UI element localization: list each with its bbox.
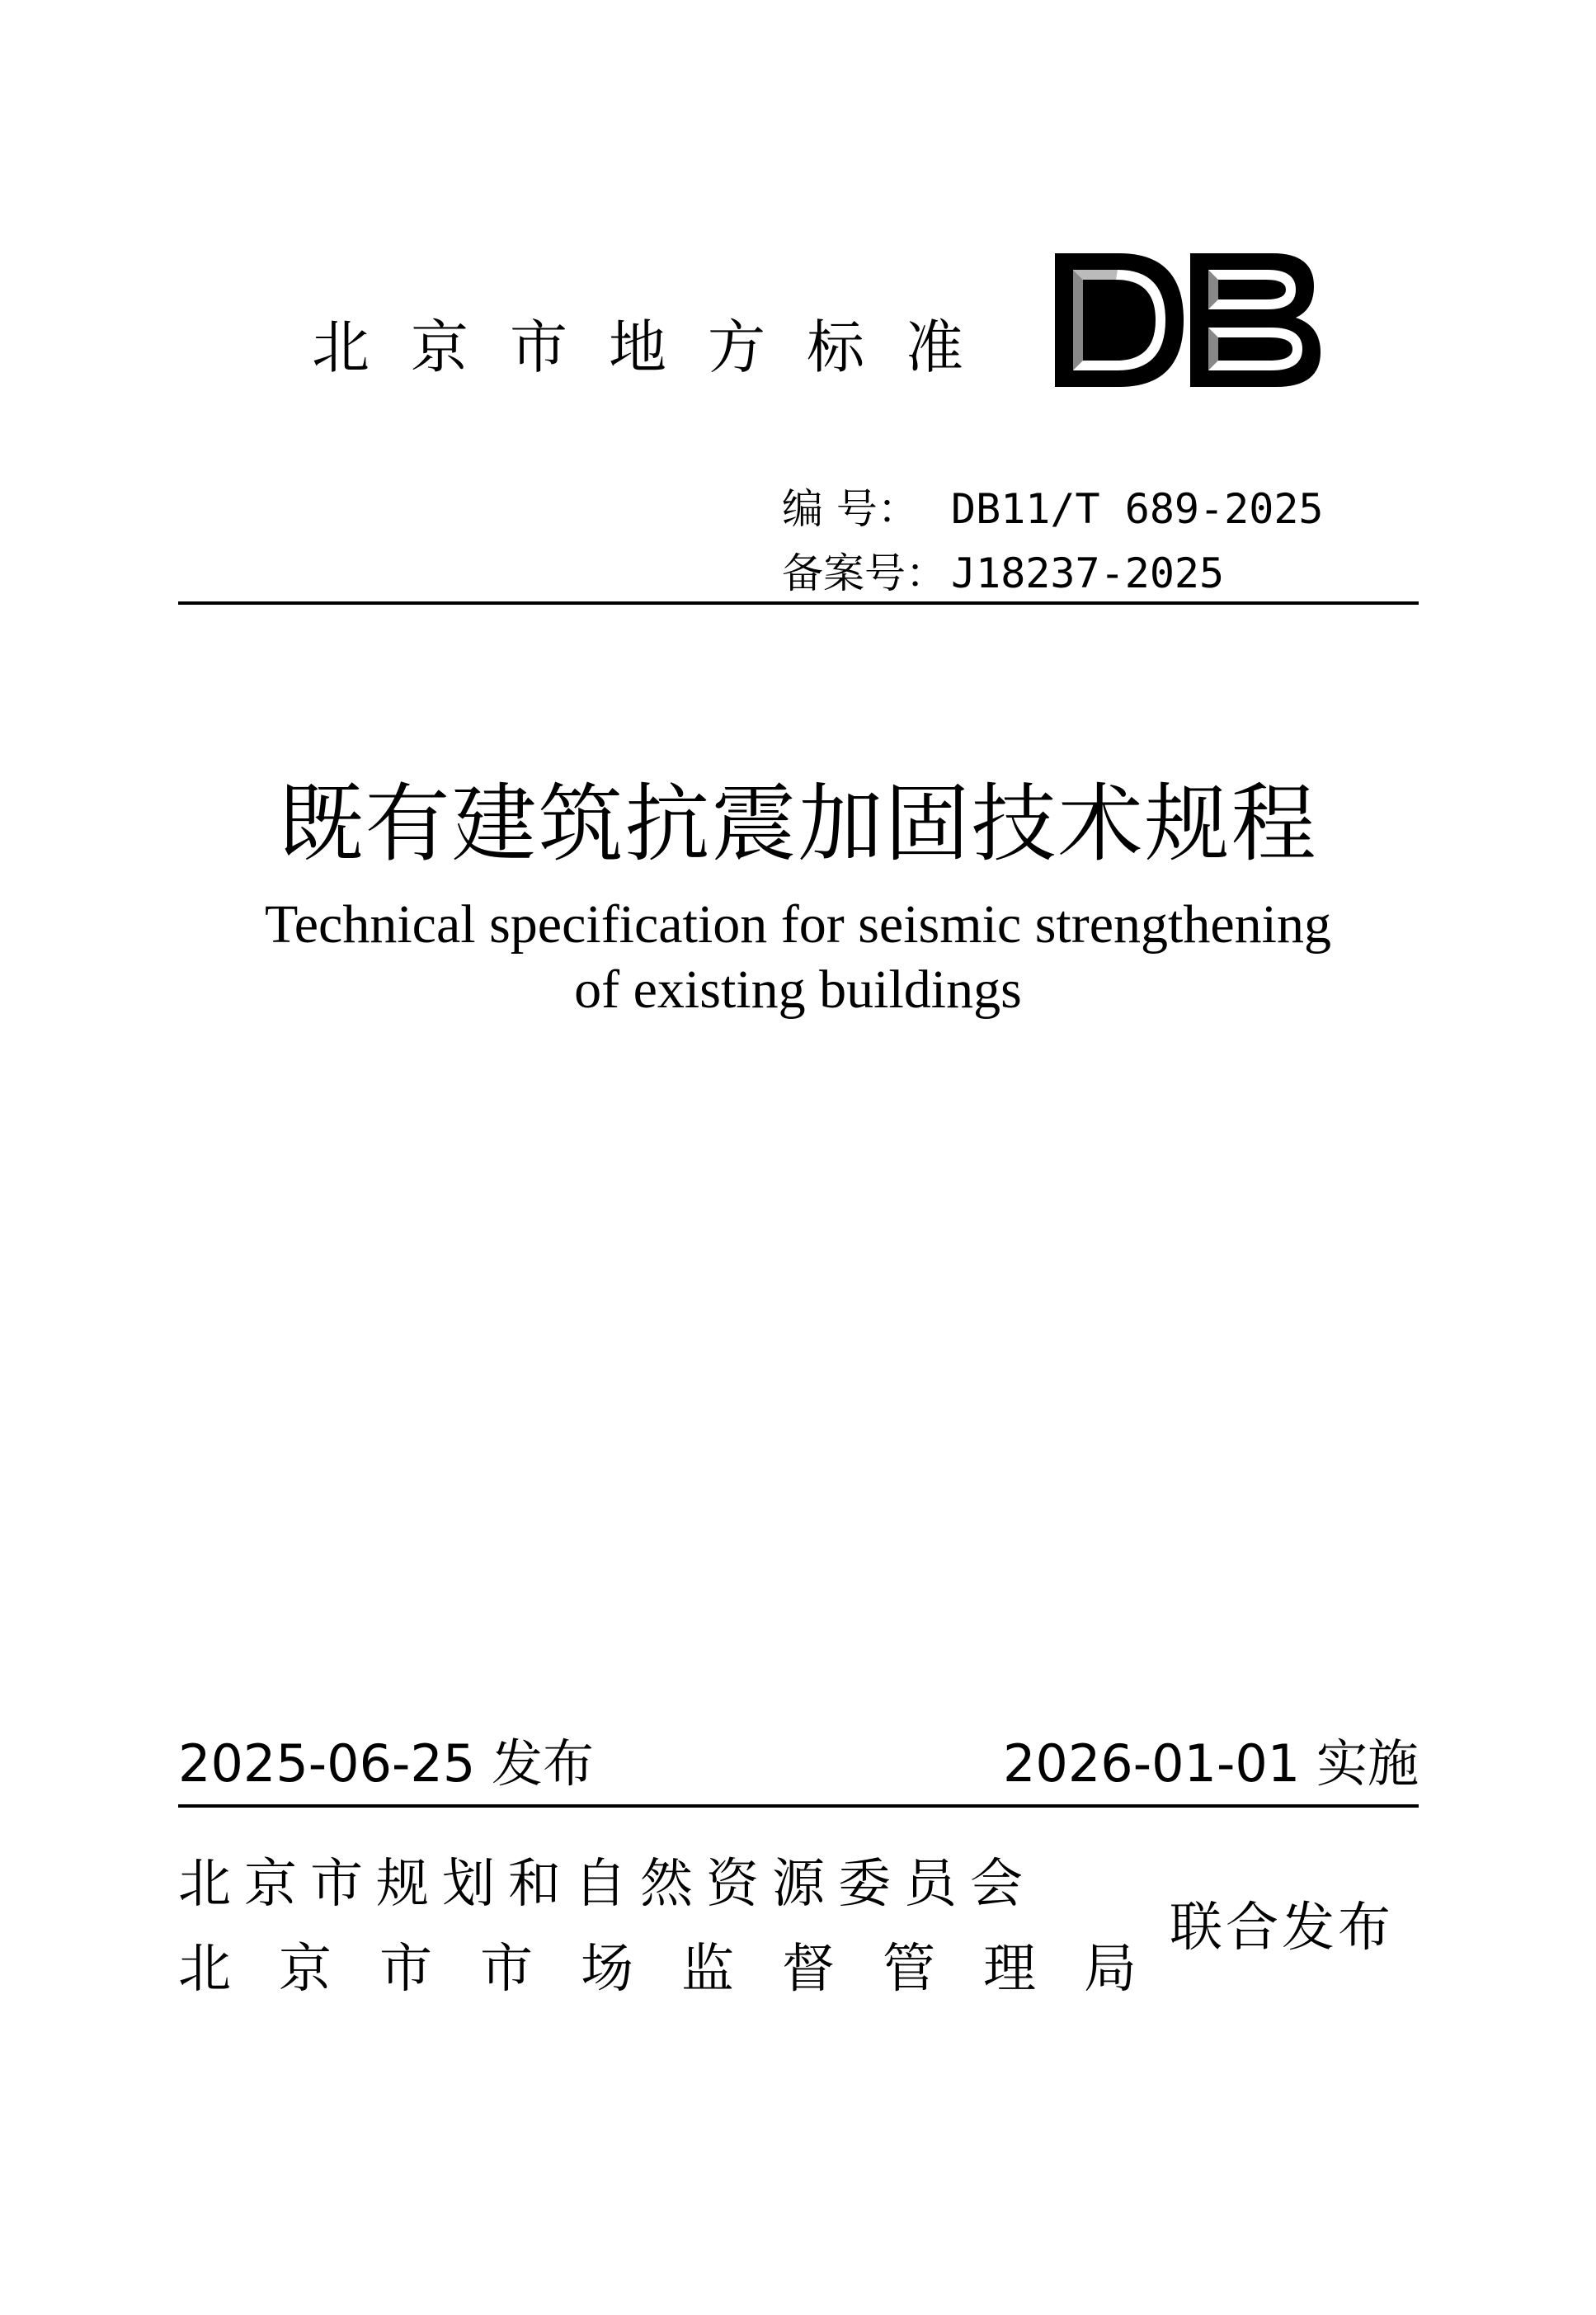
bottom-divider bbox=[178, 1804, 1419, 1808]
title-chinese: 既有建筑抗震加固技术规程 bbox=[278, 775, 1318, 874]
implementation-date-label: 实施 bbox=[1316, 1733, 1419, 1794]
standard-number-label: 编 号： bbox=[782, 485, 919, 533]
db-logo bbox=[1052, 250, 1324, 390]
filing-number-label: 备案号： bbox=[782, 549, 947, 597]
standard-number bbox=[782, 485, 1324, 533]
implementation-date-value: 2026-01-01 bbox=[1002, 1733, 1301, 1794]
filing-number-value: J18237-2025 bbox=[951, 549, 1225, 597]
implementation-date bbox=[1002, 1733, 1419, 1794]
issuing-authority-2: 北京市市场监督管理局 bbox=[178, 1939, 1184, 2000]
joint-issue-label: 联合发布 bbox=[1170, 1898, 1394, 1959]
issue-date-label: 发布 bbox=[492, 1733, 595, 1794]
standard-type-label: 北京市地方标准 bbox=[312, 314, 1005, 381]
issue-date bbox=[178, 1733, 595, 1794]
title-english-line1: Technical specification for seismic strengthening bbox=[265, 894, 1331, 955]
filing-number bbox=[782, 549, 1225, 597]
top-divider bbox=[178, 601, 1419, 605]
title-english-line2: of existing buildings bbox=[574, 959, 1022, 1020]
issue-date-value: 2025-06-25 bbox=[178, 1733, 476, 1794]
issuing-authority-1: 北京市规划和自然资源委员会 bbox=[178, 1854, 1036, 1915]
standard-number-value: DB11/T 689-2025 bbox=[951, 485, 1324, 533]
